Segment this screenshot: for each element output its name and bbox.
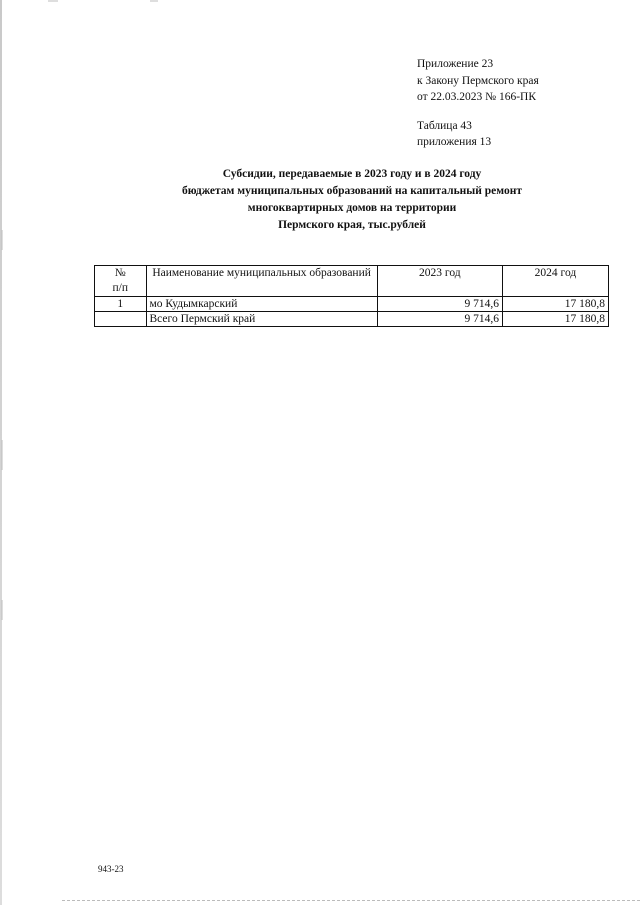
scan-bottom-line	[62, 900, 640, 902]
row-municipality: мо Кудымкарский	[146, 297, 377, 312]
title-line-2: бюджетам муниципальных образований на капитальный ремонт	[182, 185, 522, 197]
row-2023-value: 9 714,6	[377, 312, 502, 327]
row-2023-value: 9 714,6	[377, 297, 502, 312]
appendix-law: к Закону Пермского края	[417, 74, 539, 87]
row-2024-value: 17 180,8	[502, 312, 608, 327]
appendix-number: Приложение 23	[417, 58, 494, 70]
table-row	[95, 297, 609, 312]
table-number: Таблица 43	[417, 119, 472, 132]
subsidies-table	[94, 265, 609, 327]
header-2023: 2023 год	[377, 266, 502, 297]
appendix-date: от 22.03.2023 № 166-ПК	[417, 91, 537, 103]
title-line-3: многоквартирных домов на территории	[247, 202, 457, 214]
header-number-line1: №	[114, 267, 126, 279]
row-number	[95, 312, 147, 327]
document-code: 943-23	[98, 864, 124, 874]
appendix-reference	[417, 56, 539, 151]
table-total-row	[95, 312, 609, 327]
title-line-1: Субсидии, передаваемые в 2023 году и в 2024 году	[222, 168, 482, 180]
appendix-ref: приложения 13	[417, 136, 492, 148]
header-number	[95, 266, 147, 297]
row-number: 1	[95, 297, 147, 312]
row-2024-value: 17 180,8	[502, 297, 608, 312]
title-line-4: Пермского края, тыс.рублей	[278, 219, 426, 231]
header-name: Наименование муниципальных образований	[146, 266, 377, 297]
appendix-gap	[417, 106, 539, 118]
header-2024: 2024 год	[502, 266, 608, 297]
table-header-row	[95, 266, 609, 297]
header-number-line2: п/п	[112, 282, 128, 294]
scan-edge	[0, 0, 2, 905]
document-title	[120, 166, 584, 234]
row-municipality: Всего Пермский край	[146, 312, 377, 327]
